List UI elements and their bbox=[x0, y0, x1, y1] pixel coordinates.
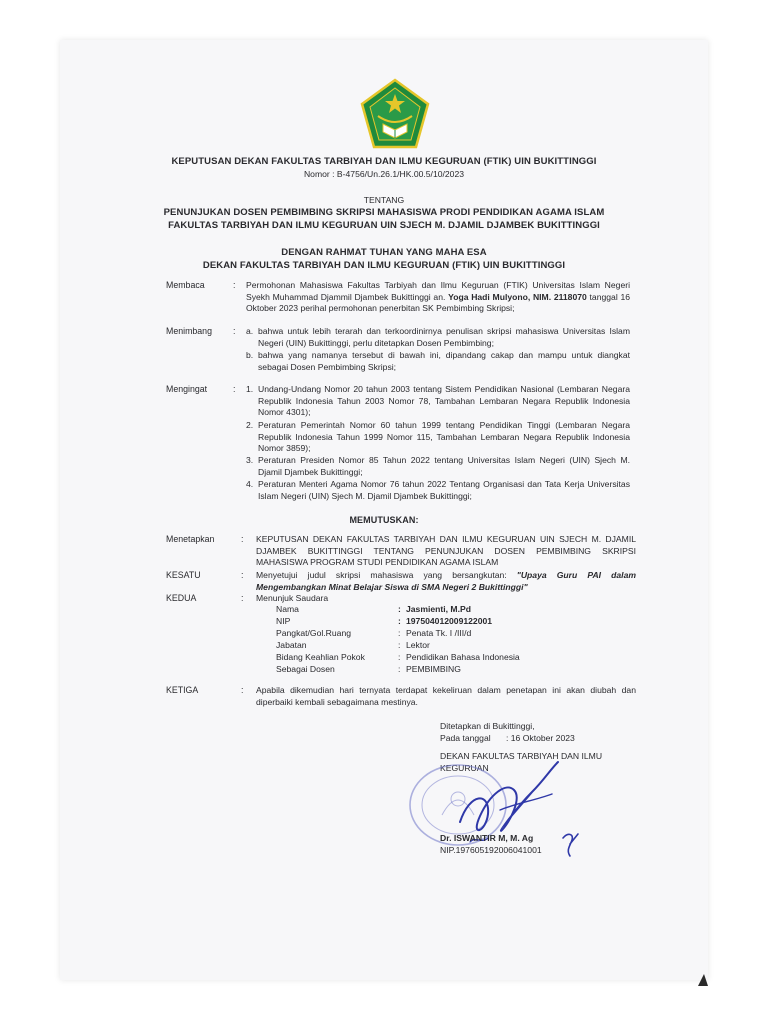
sebagai-sep: : bbox=[398, 664, 401, 674]
kedua-colon: : bbox=[241, 593, 244, 603]
mengingat-1-text: Undang-Undang Nomor 20 tahun 2003 tentang Sistem Pendidikan Nasional (Lembaran Negara Republik Indonesia Tahun 2003 Nomor 78, Tambahan Lembaran Negara Republik Indonesia Nomor 4301); bbox=[258, 384, 630, 417]
mengingat-3-text: Peraturan Presiden Nomor 85 Tahun 2022 tentang Universitas Islam Negeri (UIN) Sjech M. Djamil Djambek Bukittinggi; bbox=[258, 455, 630, 477]
mengingat-colon: : bbox=[233, 384, 236, 394]
ministry-emblem bbox=[360, 78, 430, 150]
mengingat-4-marker: 4. bbox=[246, 479, 254, 489]
menimbang-a-text: bahwa untuk lebih terarah dan terkoordinirnya penulisan skripsi mahasiswa Universitas Islam Negeri (UIN) Bukittinggi, perlu ditetapkan Dosen Pembimbing; bbox=[258, 326, 630, 348]
signatory-nip: NIP.197605192006041001 bbox=[440, 845, 542, 855]
membaca-colon: : bbox=[233, 280, 236, 290]
menimbang-b-marker: b. bbox=[246, 350, 254, 360]
rahmat-line-1: DENGAN RAHMAT TUHAN YANG MAHA ESA bbox=[281, 247, 487, 258]
membaca-text: Permohonan Mahasiswa Fakultas Tarbiyah dan Ilmu Keguruan (FTIK) Universitas Islam Negeri Syekh Muhammad Djammil Djambek Bukittinggi an. Yoga Hadi Mulyono, NIM. 2118070 tanggal 16 Oktober 2023 perihal permohonan penerbitan SK Pembimbing Skripsi; bbox=[246, 280, 630, 313]
nip-value: 197504012009122001 bbox=[406, 616, 493, 626]
jabatan-value: Lektor bbox=[406, 640, 430, 650]
decree-title: KEPUTUSAN DEKAN FAKULTAS TARBIYAH DAN ILMU KEGURUAN (FTIK) UIN BUKITTINGGI bbox=[171, 156, 597, 167]
nama-sep: : bbox=[398, 604, 401, 614]
signature-date-label: Pada tanggal bbox=[440, 733, 491, 743]
scan-corner-mark bbox=[696, 972, 710, 988]
signature-role-line-1: DEKAN FAKULTAS TARBIYAH DAN ILMU bbox=[440, 751, 603, 761]
mengingat-3-marker: 3. bbox=[246, 455, 254, 465]
bidang-sep: : bbox=[398, 652, 401, 662]
pangkat-value: Penata Tk. I /III/d bbox=[406, 628, 472, 638]
mengingat-2-text: Peraturan Pemerintah Nomor 60 tahun 1999 tentang Pendidikan Tinggi (Lembaran Negara Republik Indonesia Tahun 1999 Nomor 115, Tambahan Lembaran Negara Republik Indonesia Nomor 3859); bbox=[258, 420, 630, 453]
signature-role-line-2: KEGURUAN bbox=[440, 763, 489, 773]
rahmat-line-2: DEKAN FAKULTAS TARBIYAH DAN ILMU KEGURUAN (FTIK) UIN BUKITTINGGI bbox=[202, 260, 566, 271]
kedua-intro: Menunjuk Saudara bbox=[256, 593, 329, 603]
tentang-line-1: PENUNJUKAN DOSEN PEMBIMBING SKRIPSI MAHASISWA PRODI PENDIDIKAN AGAMA ISLAM bbox=[163, 207, 605, 218]
mengingat-1-marker: 1. bbox=[246, 384, 254, 394]
document-page bbox=[60, 40, 708, 980]
menetapkan-colon: : bbox=[241, 534, 244, 544]
jabatan-key: Jabatan bbox=[276, 640, 307, 650]
nip-sep: : bbox=[398, 616, 401, 626]
jabatan-sep: : bbox=[398, 640, 401, 650]
mengingat-4-text: Peraturan Menteri Agama Nomor 76 tahun 2022 Tentang Organisasi dan Tata Kerja Universitas Islam Negeri (UIN) Sjech M. Djamil Djambek Bukittinggi; bbox=[258, 479, 630, 501]
signature-date-value: : 16 Oktober 2023 bbox=[506, 733, 575, 743]
kesatu-colon: : bbox=[241, 570, 244, 580]
ketiga-text: Apabila dikemudian hari ternyata terdapat kekeliruan dalam penetapan ini akan diubah dan diperbaiki kembali sebagaimana mestinya. bbox=[256, 685, 636, 707]
kedua-label: KEDUA bbox=[166, 593, 197, 603]
membaca-label: Membaca bbox=[166, 280, 205, 290]
menimbang-a-marker: a. bbox=[246, 326, 254, 336]
nip-key: NIP bbox=[276, 616, 291, 626]
initial-mark bbox=[560, 830, 582, 860]
menimbang-colon: : bbox=[233, 326, 236, 336]
sebagai-value: PEMBIMBING bbox=[406, 664, 461, 674]
kesatu-text: Menyetujui judul skripsi mahasiswa yang bersangkutan: "Upaya Guru PAI dalam Mengembangkan Minat Belajar Siswa di SMA Negeri 2 Bukittinggi" bbox=[256, 570, 636, 592]
memutuskan-heading: MEMUTUSKAN: bbox=[349, 515, 419, 525]
ketiga-label: KETIGA bbox=[166, 685, 199, 695]
pangkat-sep: : bbox=[398, 628, 401, 638]
signature-place: Ditetapkan di Bukittinggi, bbox=[440, 721, 535, 731]
bidang-key: Bidang Keahlian Pokok bbox=[276, 652, 365, 662]
menetapkan-label: Menetapkan bbox=[166, 534, 215, 544]
kesatu-label: KESATU bbox=[166, 570, 201, 580]
decree-number: Nomor : B-4756/Un.26.1/HK.00.5/10/2023 bbox=[303, 169, 465, 179]
bidang-value: Pendidikan Bahasa Indonesia bbox=[406, 652, 520, 662]
signatory-name: Dr. ISWANTIR M, M. Ag bbox=[440, 833, 534, 843]
nama-value: Jasmienti, M.Pd bbox=[406, 604, 471, 614]
sebagai-key: Sebagai Dosen bbox=[276, 664, 335, 674]
nama-key: Nama bbox=[276, 604, 299, 614]
mengingat-2-marker: 2. bbox=[246, 420, 254, 430]
mengingat-label: Mengingat bbox=[166, 384, 208, 394]
ketiga-colon: : bbox=[241, 685, 244, 695]
menimbang-label: Menimbang bbox=[166, 326, 212, 336]
tentang-label: TENTANG bbox=[363, 195, 405, 205]
pangkat-key: Pangkat/Gol.Ruang bbox=[276, 628, 352, 638]
menimbang-b-text: bahwa yang namanya tersebut di bawah ini, dipandang cakap dan mampu untuk diangkat sebagai Dosen Pembimbing Skripsi; bbox=[258, 350, 630, 372]
menetapkan-text: KEPUTUSAN DEKAN FAKULTAS TARBIYAH DAN ILMU KEGURUAN UIN SJECH M. DJAMIL DJAMBEK BUKITTINGGI TENTANG PENUNJUKAN DOSEN PEMBIMBING SKRIPSI MAHASISWA PROGRAM STUDI PENDIDIKAN AGAMA ISLAM bbox=[256, 534, 636, 567]
tentang-line-2: FAKULTAS TARBIYAH DAN ILMU KEGURUAN UIN SJECH M. DJAMIL DJAMBEK BUKITTINGGI bbox=[168, 220, 600, 231]
